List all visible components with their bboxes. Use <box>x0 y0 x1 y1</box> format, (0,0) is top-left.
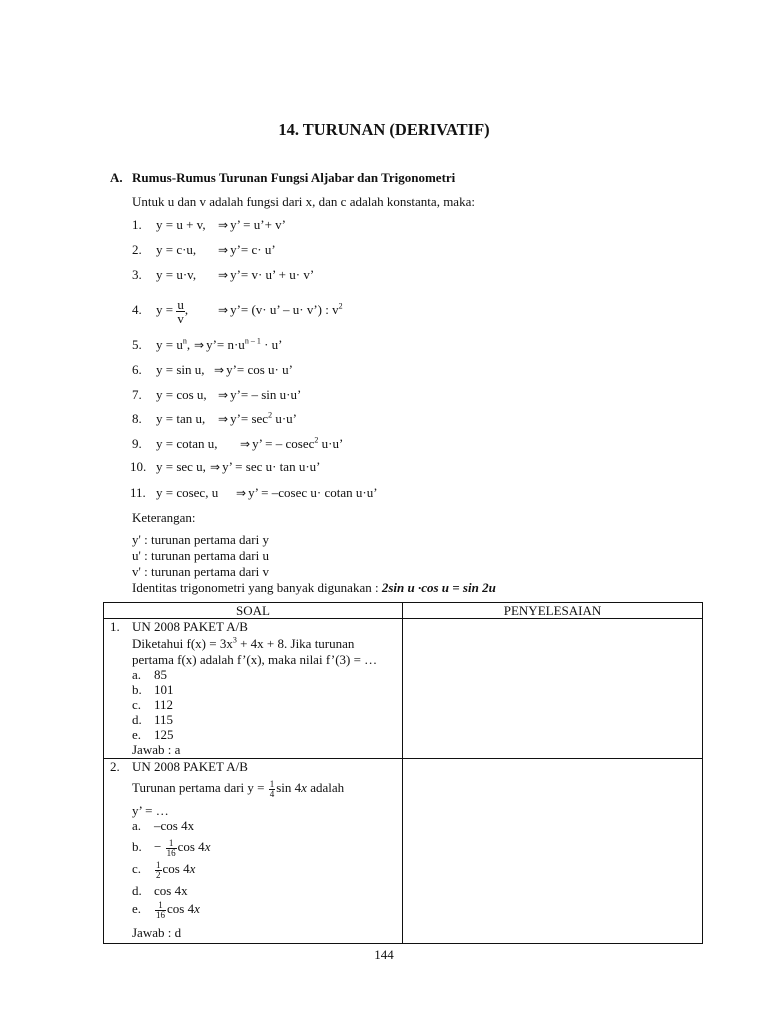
option-key: e. <box>132 901 142 916</box>
fraction <box>166 839 177 858</box>
implies-icon: ⇒ <box>236 486 247 500</box>
formula-lhs: y = sec u, <box>156 459 206 474</box>
implies-icon: ⇒ <box>218 218 229 232</box>
option <box>132 682 174 697</box>
option-value: 85 <box>154 667 167 682</box>
option-value: –cos 4x <box>154 818 195 833</box>
option-expr: cos 4 <box>167 901 195 916</box>
implies-icon: ⇒ <box>218 268 229 282</box>
formula-lhs-comma: , <box>186 337 191 352</box>
option-expr: cos 4 <box>162 861 190 876</box>
formula-rhs-exponent: 2 <box>338 301 343 311</box>
formula-rhs: y’= cos u· u’ <box>226 362 293 377</box>
fraction <box>176 298 185 325</box>
answer: Jawab : a <box>132 742 181 757</box>
formula-rhs: y’= v· u’ + u· v’ <box>230 267 315 282</box>
trig-identity-text: Identitas trigonometri yang banyak digunakan : <box>132 580 379 595</box>
implies-icon: ⇒ <box>240 437 251 451</box>
option-var: x <box>194 901 200 916</box>
implies-icon: ⇒ <box>218 412 229 426</box>
option-value: 112 <box>154 697 174 712</box>
fraction-numerator: 1 <box>269 778 275 789</box>
option <box>132 897 200 921</box>
formula-number: 3. <box>132 267 142 282</box>
formula-rhs: y’ = – cosec <box>252 436 315 451</box>
option-key: a. <box>132 818 142 833</box>
formula-number: 2. <box>132 242 142 257</box>
question-stem-var: x <box>301 780 307 795</box>
table-row <box>104 619 703 759</box>
section-heading-text: Rumus-Rumus Turunan Fungsi Aljabar dan Trigonometri <box>132 170 456 185</box>
option-value: cos 4x <box>154 883 188 898</box>
formula-lhs: y = sin u, <box>156 362 205 377</box>
option-key: d. <box>132 883 142 898</box>
formula-rhs-tail: u·u’ <box>272 411 297 426</box>
implies-icon: ⇒ <box>218 388 229 402</box>
formula-lhs: y = u <box>156 337 183 352</box>
solution-cell <box>403 619 703 759</box>
fraction-denominator: 16 <box>156 909 165 920</box>
option-key: b. <box>132 839 142 854</box>
formula-rhs: y’= c· u’ <box>230 242 276 257</box>
implies-icon: ⇒ <box>210 460 221 474</box>
question-stem-exponent: 3 <box>232 635 237 645</box>
option-sign: − <box>154 839 162 854</box>
formula-number: 9. <box>132 436 142 451</box>
option-value: 101 <box>154 682 174 697</box>
implies-icon: ⇒ <box>218 243 229 257</box>
formula-lhs: y = u + v, <box>156 217 206 232</box>
formula-rhs-exponent: 2 <box>314 435 319 445</box>
question-source: UN 2008 PAKET A/B <box>132 619 248 634</box>
option <box>132 818 194 833</box>
formula-rhs-tail: u·u’ <box>318 436 344 451</box>
formula-number: 1. <box>132 217 142 232</box>
problems-table <box>103 602 703 944</box>
formula-lhs: y = <box>156 302 174 317</box>
formula-rhs-exponent: n – 1 <box>244 336 261 346</box>
fraction-denominator: 4 <box>269 788 275 799</box>
option <box>132 667 167 682</box>
fraction-numerator: 1 <box>155 901 166 911</box>
question-stem-2: y’ = … <box>132 803 169 818</box>
option-value: 125 <box>154 727 174 742</box>
fraction <box>155 861 162 880</box>
option-expr: cos 4 <box>177 839 205 854</box>
formula-number: 7. <box>132 387 142 402</box>
question-number: 1. <box>110 619 120 634</box>
formula-number: 6. <box>132 362 142 377</box>
formula-rhs: y’= n·u <box>206 337 245 352</box>
question-stem-expr: sin 4 <box>276 780 302 795</box>
formula-lhs: y = tan u, <box>156 411 206 426</box>
implies-icon: ⇒ <box>214 363 225 377</box>
option <box>132 727 174 742</box>
formula-rhs-exponent: 2 <box>268 410 273 420</box>
option-key: c. <box>132 697 142 712</box>
formula-number: 10. <box>130 459 147 474</box>
formula-rhs: y’= (v· u’ – u· v’) : v <box>230 302 339 317</box>
keterangan-line: y' : turunan pertama dari y <box>132 532 269 547</box>
fraction-numerator: 1 <box>166 839 177 849</box>
question-stem-b: adalah <box>310 780 345 795</box>
formula-number: 11. <box>130 485 146 500</box>
intro-text: Untuk u dan v adalah fungsi dari x, dan c adalah konstanta, maka: <box>132 194 475 209</box>
answer: Jawab : d <box>132 925 182 940</box>
option-key: c. <box>132 861 142 876</box>
trig-identity-formula: 2sin u ·cos u = sin 2u <box>381 580 496 595</box>
question-stem-a: Diketahui f(x) = 3x <box>132 636 233 651</box>
option <box>132 712 173 727</box>
formula-lhs: y = cosec, u <box>156 485 219 500</box>
formula-rhs: y’ = –cosec u· cotan u·u’ <box>248 485 378 500</box>
formula-rhs: y’= sec <box>230 411 269 426</box>
option <box>132 857 195 881</box>
option <box>132 835 210 859</box>
page-title: 14. TURUNAN (DERIVATIF) <box>278 120 490 139</box>
option-var: x <box>204 839 211 854</box>
implies-icon: ⇒ <box>194 338 205 352</box>
trig-identity <box>132 580 496 595</box>
option-key: a. <box>132 667 142 682</box>
fraction-denominator: v <box>177 310 184 326</box>
fraction <box>155 901 166 920</box>
keterangan-line: v' : turunan pertama dari v <box>132 564 269 579</box>
formula-rhs: y’ = u’+ v’ <box>230 217 286 232</box>
table-row <box>104 759 703 944</box>
formula-lhs: y = cos u, <box>156 387 207 402</box>
question-stem-b: + 4x + 8. Jika turunan <box>236 636 355 651</box>
formula-lhs: y = c·u, <box>156 242 197 257</box>
formula-rhs: y’= – sin u·u’ <box>230 387 302 402</box>
formula-rhs: y’ = sec u· tan u·u’ <box>222 459 321 474</box>
option-key: e. <box>132 727 142 742</box>
question-source: UN 2008 PAKET A/B <box>132 759 248 774</box>
formula-rhs-tail: · u’ <box>260 337 283 352</box>
question-stem-a: Turunan pertama dari y = <box>132 780 265 795</box>
question-stem-2: pertama f(x) adalah f’(x), maka nilai f’(3) = … <box>132 652 378 667</box>
keterangan-label: Keterangan: <box>132 510 196 525</box>
solution-cell <box>403 759 703 944</box>
option <box>132 883 188 898</box>
question-number: 2. <box>110 759 120 774</box>
header-penyelesaian: PENYELESAIAN <box>403 603 703 619</box>
option <box>132 697 173 712</box>
implies-icon: ⇒ <box>218 303 229 317</box>
fraction-numerator: u <box>177 296 184 312</box>
option-value: 115 <box>154 712 174 727</box>
option-var: x <box>189 861 196 876</box>
fraction-numerator: 1 <box>156 859 161 870</box>
formula-number: 8. <box>132 411 142 426</box>
keterangan-line: u' : turunan pertama dari u <box>132 548 269 563</box>
formula-lhs: y = cotan u, <box>156 436 218 451</box>
formula-lhs-exponent: n <box>182 336 187 346</box>
option-key: d. <box>132 712 142 727</box>
formula-lhs: y = u·v, <box>156 267 197 282</box>
formula-number: 5. <box>132 337 142 352</box>
question-stem <box>132 776 344 800</box>
section-heading <box>110 170 455 186</box>
section-label: A. <box>110 170 123 185</box>
question-stem <box>132 636 354 651</box>
formula-number: 4. <box>132 302 142 317</box>
option-key: b. <box>132 682 142 697</box>
fraction-denominator: 16 <box>166 847 176 858</box>
fraction-denominator: 2 <box>156 869 161 880</box>
header-soal: SOAL <box>104 603 403 619</box>
page-number: 144 <box>374 947 394 962</box>
fraction <box>269 780 276 799</box>
table-header-row <box>104 603 703 619</box>
formula-lhs-comma: , <box>184 302 189 317</box>
